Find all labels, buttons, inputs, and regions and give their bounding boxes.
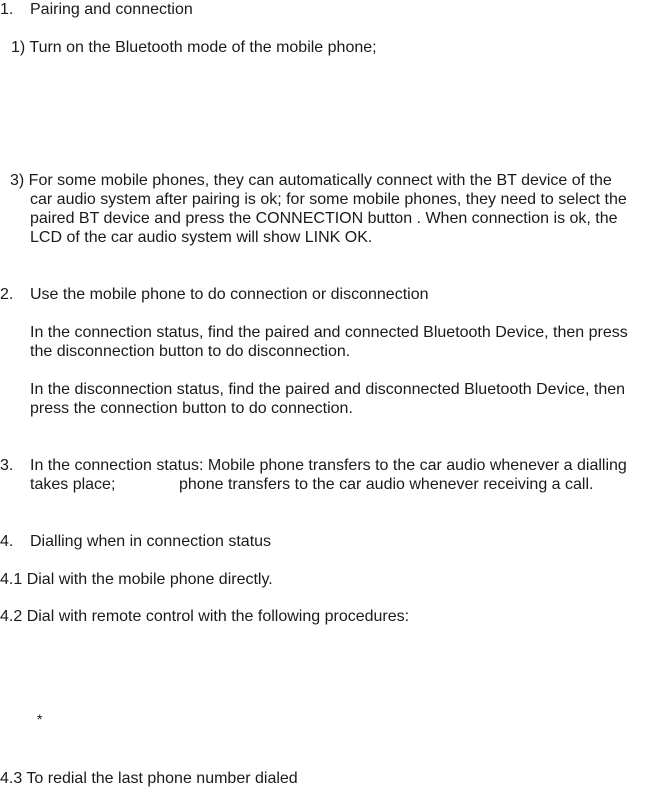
section-3-line-1: In the connection status: Mobile phone transfers to the car audio whenever a dialling: [30, 457, 627, 474]
section-4-number: 4.: [0, 533, 14, 550]
section-2-heading: Use the mobile phone to do connection or disconnection: [30, 286, 429, 303]
section-3-line-2-start: takes place;: [30, 476, 116, 493]
section-2-paragraph-2-line-1: In the disconnection status, find the paired and disconnected Bluetooth Device, then: [30, 381, 626, 398]
section-2-paragraph-1-line-1: In the connection status, find the paired and connected Bluetooth Device, then press: [30, 324, 628, 341]
section-4-heading: Dialling when in connection status: [30, 533, 272, 550]
asterisk-marker: *: [37, 711, 43, 727]
section-2-paragraph-2-line-2: press the connection button to do connection.: [30, 400, 353, 417]
section-1-step-3-line-2: car audio system after pairing is ok; for some mobile phones, they need to select the: [30, 191, 627, 208]
section-1-step-3-line-4: LCD of the car audio system will show LINK OK.: [30, 229, 373, 246]
section-4-2: 4.2 Dial with remote control with the following procedures:: [0, 608, 410, 625]
section-1-heading: Pairing and connection: [30, 1, 193, 18]
section-4-1: 4.1 Dial with the mobile phone directly.: [0, 571, 273, 588]
section-2-number: 2.: [0, 286, 14, 303]
section-1-step-3-line-1: 3) For some mobile phones, they can automatically connect with the BT device of the: [10, 172, 612, 189]
section-1-step-1: 1) Turn on the Bluetooth mode of the mobile phone;: [11, 39, 377, 56]
section-2-paragraph-1-line-2: the disconnection button to do disconnection.: [30, 343, 351, 360]
section-4-3: 4.3 To redial the last phone number dialed: [0, 770, 298, 787]
section-1-number: 1.: [0, 1, 14, 18]
section-1-step-3-line-3: paired BT device and press the CONNECTION button . When connection is ok, the: [30, 210, 618, 227]
section-3-number: 3.: [0, 457, 14, 474]
section-3-line-2-end: phone transfers to the car audio whenever receiving a call.: [179, 476, 594, 493]
